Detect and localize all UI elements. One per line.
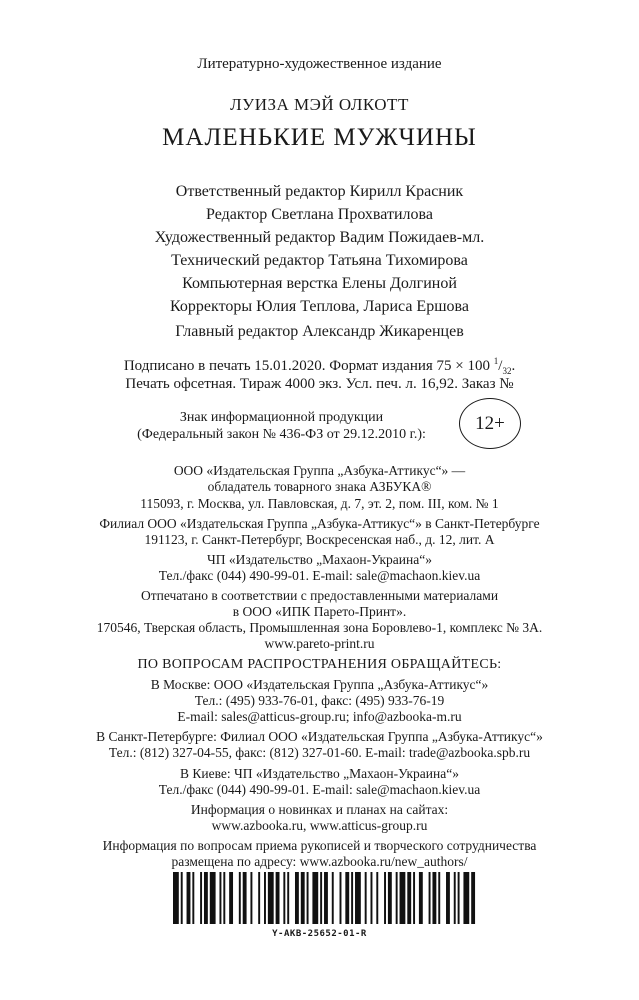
publisher-trademark: обладатель товарного знака АЗБУКА® — [207, 479, 432, 494]
chief-editor: Главный редактор Александр Жикаренцев — [175, 323, 464, 340]
barcode-bar — [200, 872, 202, 924]
printer-address: 170546, Тверская область, Промышленная зона Боровлево-1, комплекс № 3А. — [96, 620, 543, 635]
barcode-bar — [471, 872, 475, 924]
barcode-bar — [376, 872, 378, 924]
barcode-bar — [388, 872, 392, 924]
barcode-bar — [355, 872, 361, 924]
branch-name: Филиал ООО «Издательская Группа „Азбука-Аттикус“» в Санкт-Петербурге — [99, 516, 540, 531]
printer-website: www.pareto-print.ru — [264, 636, 375, 651]
machaon-name: ЧП «Издательство „Махаон-Украина“» — [207, 552, 432, 567]
news-info-label: Информация о новинках и планах на сайтах: — [190, 802, 449, 817]
barcode-bar — [210, 872, 216, 924]
barcode-bar — [407, 872, 411, 924]
barcode-bar — [301, 872, 305, 924]
manuscripts-info-label: Информация по вопросам приема рукописей и творческого сотрудничества — [102, 838, 537, 853]
print-info-text: Подписано в печать 15.01.2020. Формат издания 75 × 100 — [123, 358, 494, 374]
machaon-contacts: Тел./факс (044) 490-99-01. E-mail: sale@machaon.kiev.ua — [158, 568, 481, 583]
barcode-bar — [219, 872, 221, 924]
book-title: МАЛЕНЬКИЕ МУЖЧИНЫ — [162, 124, 477, 151]
barcode-bar — [187, 872, 191, 924]
barcode-bar — [283, 872, 285, 924]
kiev-name: В Киеве: ЧП «Издательство „Махаон-Украина“» — [180, 766, 459, 781]
barcode-bar — [250, 872, 252, 924]
barcode-bar — [239, 872, 241, 924]
moscow-email: E-mail: sales@atticus-group.ru; info@azbooka-m.ru — [177, 709, 462, 724]
printer-name: в ООО «ИПК Парето-Принт». — [232, 604, 407, 619]
age-rating-badge: 12+ — [459, 398, 521, 449]
barcode-bar — [419, 872, 423, 924]
barcode-bar — [413, 872, 415, 924]
kiev-contacts: Тел./факс (044) 490-99-01. E-mail: sale@machaon.kiev.ua — [158, 782, 481, 797]
branch-address: 191123, г. Санкт-Петербург, Воскресенская наб., д. 12, лит. А — [144, 532, 495, 547]
barcode-bar — [229, 872, 233, 924]
printer-note: Отпечатано в соответствии с предоставленными материалами — [140, 588, 499, 603]
barcode-bar — [258, 872, 260, 924]
barcode-bar — [351, 872, 353, 924]
barcode-bar — [371, 872, 373, 924]
format-slash: / — [498, 358, 503, 374]
barcode-bar — [268, 872, 274, 924]
barcode-bar — [446, 872, 450, 924]
distribution-heading: ПО ВОПРОСАМ РАСПРОСТРАНЕНИЯ ОБРАЩАЙТЕСЬ: — [137, 657, 502, 672]
barcode-code: Y-AKB-25652-01-R — [272, 929, 367, 939]
moscow-name: В Москве: ООО «Издательская Группа „Азбука-Аттикус“» — [150, 677, 489, 692]
spb-contacts: Тел.: (812) 327-04-55, факс: (812) 327-01-60. E-mail: trade@azbooka.spb.ru — [108, 745, 531, 760]
barcode-bar — [438, 872, 440, 924]
barcode-bar — [324, 872, 328, 924]
barcode-bar — [429, 872, 431, 924]
credit-art-editor: Художественный редактор Вадим Пожидаев-мл. — [154, 229, 485, 246]
barcode-bar — [204, 872, 208, 924]
credit-responsible-editor: Ответственный редактор Кирилл Красник — [175, 183, 464, 200]
format-denominator: 32 — [502, 366, 512, 376]
barcode-bar — [312, 872, 318, 924]
barcode-bar — [264, 872, 266, 924]
author-name: ЛУИЗА МЭЙ ОЛКОТТ — [230, 95, 409, 114]
moscow-phones: Тел.: (495) 933-76-01, факс: (495) 933-76-19 — [194, 693, 445, 708]
credit-editor: Редактор Светлана Прохватилова — [206, 206, 433, 223]
publisher-address: 115093, г. Москва, ул. Павловская, д. 7, эт. 2, пом. III, ком. № 1 — [140, 496, 499, 511]
barcode-bar — [345, 872, 349, 924]
barcode-bar — [396, 872, 398, 924]
barcode-bar — [332, 872, 334, 924]
news-info-sites: www.azbooka.ru, www.atticus-group.ru — [211, 818, 428, 833]
manuscripts-info-url: размещена по адресу: www.azbooka.ru/new_authors/ — [171, 854, 468, 869]
credit-proofreaders: Корректоры Юлия Теплова, Лариса Ершова — [170, 298, 469, 315]
barcode-bar — [454, 872, 456, 924]
barcode-bar — [243, 872, 247, 924]
barcode-bar — [365, 872, 367, 924]
credit-tech-editor: Технический редактор Татьяна Тихомирова — [171, 252, 468, 269]
barcode-bar — [400, 872, 406, 924]
print-info-line-1 — [0, 356, 639, 376]
publisher-name: ООО «Издательская Группа „Азбука-Аттикус“» — — [173, 463, 466, 478]
barcode-bar — [287, 872, 289, 924]
edition-type: Литературно-художественное издание — [197, 56, 442, 72]
barcode-bar — [458, 872, 460, 924]
barcode-bar — [181, 872, 183, 924]
spb-name: В Санкт-Петербурге: Филиал ООО «Издательская Группа „Азбука-Аттикус“» — [96, 729, 543, 744]
barcode-bar — [223, 872, 225, 924]
barcode-bar — [340, 872, 342, 924]
barcode-bar — [173, 872, 179, 924]
print-info-line-2: Печать офсетная. Тираж 4000 экз. Усл. печ. л. 16,92. Заказ № — [125, 376, 514, 392]
info-product-law: (Федеральный закон № 436-ФЗ от 29.12.2010 г.): — [137, 427, 426, 442]
barcode-bar — [320, 872, 322, 924]
format-numerator: 1 — [493, 356, 499, 366]
barcode-bar — [295, 872, 299, 924]
barcode-bar — [192, 872, 194, 924]
format-end: . — [511, 358, 516, 374]
barcode-bar — [463, 872, 469, 924]
info-product-label: Знак информационной продукции — [179, 410, 384, 425]
barcode-bar — [307, 872, 309, 924]
barcode-bar — [276, 872, 280, 924]
barcode-bar — [384, 872, 386, 924]
barcode — [173, 872, 477, 924]
credit-layout: Компьютерная верстка Елены Долгиной — [182, 275, 457, 292]
barcode-bar — [432, 872, 436, 924]
